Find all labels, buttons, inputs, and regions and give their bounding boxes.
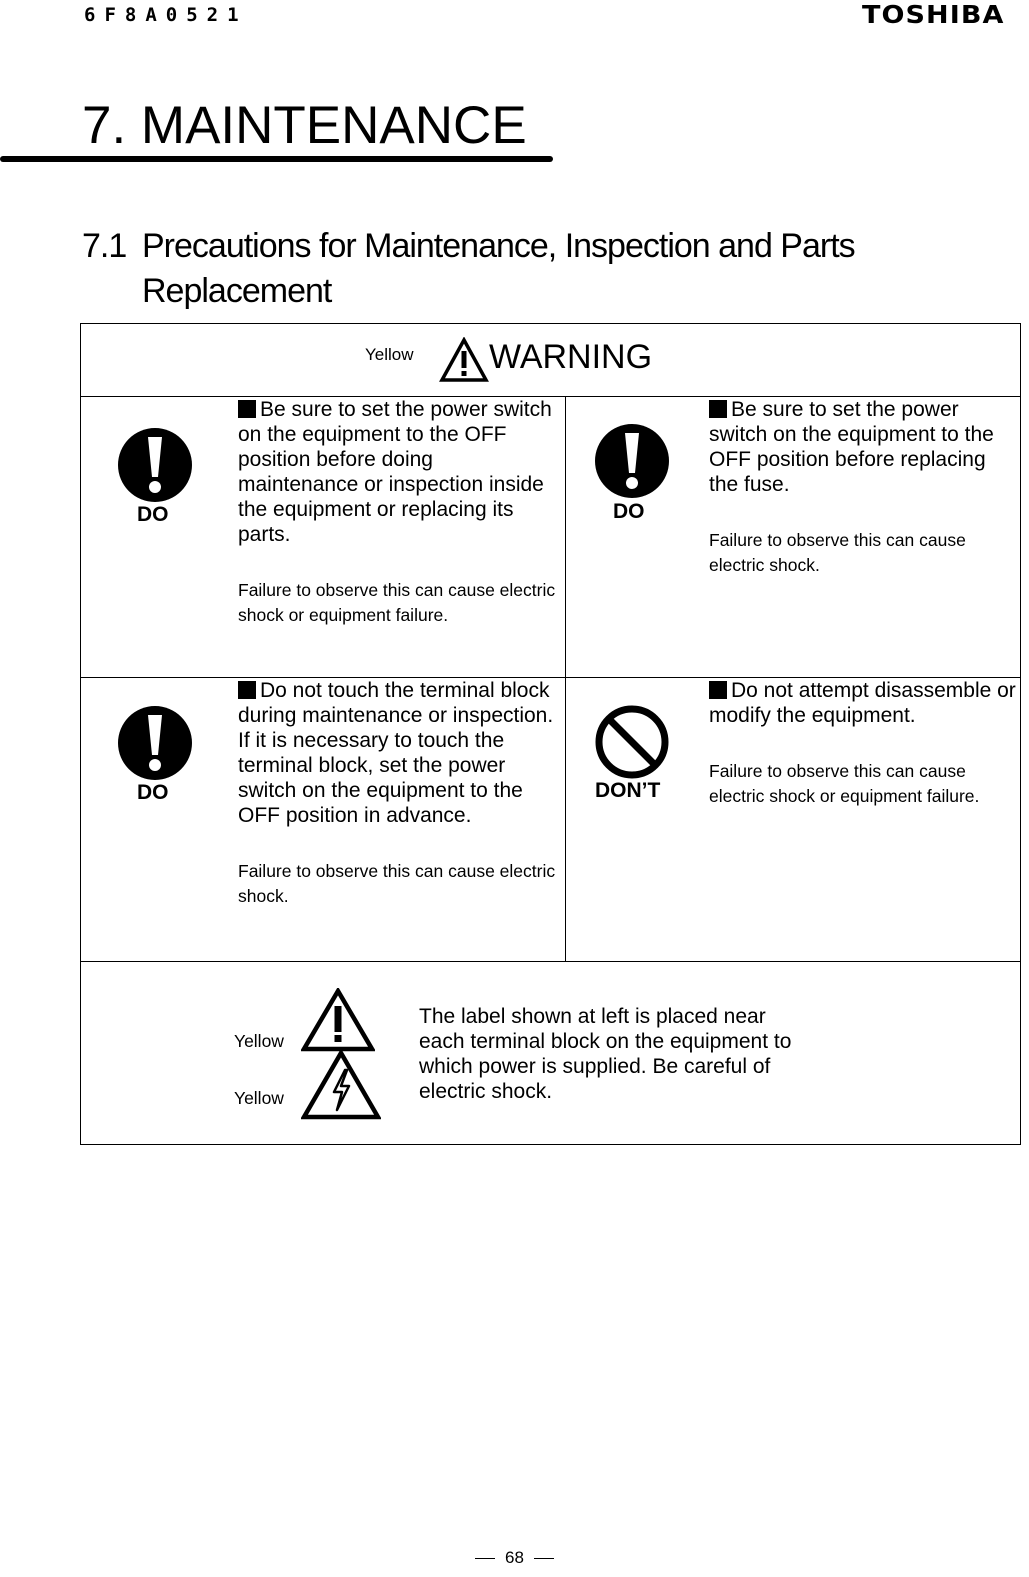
cell-main-text: Be sure to set the power switch on the equipment to the OFF position before doing maintenance or inspection inside the equipment or replacing its parts. [238, 398, 552, 546]
chapter-rule [0, 156, 553, 162]
symbol-label: DO [137, 781, 169, 804]
mandatory-action-icon [594, 423, 670, 499]
mandatory-action-icon [117, 705, 193, 781]
bullet-square-icon [709, 400, 727, 418]
warning-table [80, 323, 1021, 1145]
cell-note-text: Failure to observe this can cause electric shock. [709, 530, 966, 575]
cell-text-block [238, 397, 558, 628]
page-number [0, 1548, 1029, 1568]
warning-word: WARNING [489, 338, 653, 376]
electric-shock-icon [301, 1050, 381, 1120]
section-number: 7.1 [82, 227, 127, 265]
warning-cell-4 [566, 678, 1021, 962]
section-title-line1: Precautions for Maintenance, Inspection and Parts [142, 227, 855, 265]
label-description: The label shown at left is placed near each terminal block on the equipment to which power is supplied. Be careful of electric shock. [419, 1005, 792, 1103]
symbol-label: DON’T [595, 779, 661, 802]
warning-cell-2 [566, 397, 1021, 678]
section-title [82, 224, 855, 314]
label-info-row [81, 962, 1021, 1145]
section-title-line2: Replacement [142, 272, 332, 310]
brand-logo: TOSHIBA [862, 0, 1005, 29]
symbol-label: DO [137, 503, 169, 526]
header-color-note: Yellow [365, 345, 414, 364]
cell-text-block [709, 678, 1019, 809]
label-color-note-2: Yellow [234, 1088, 284, 1108]
bullet-square-icon [709, 681, 727, 699]
cell-main-text: Do not attempt disassemble or modify the equipment. [709, 679, 1016, 727]
warning-triangle-icon [439, 337, 489, 383]
cell-note-text: Failure to observe this can cause electric shock or equipment failure. [709, 761, 980, 806]
warning-cell-3 [81, 678, 566, 962]
cell-main-text: Do not touch the terminal block during maintenance or inspection. If it is necessary to touch the terminal block, set the power switch on the equipment to the OFF position in advance. [238, 679, 554, 827]
symbol-label: DO [613, 500, 645, 523]
bullet-square-icon [238, 681, 256, 699]
cell-text-block [238, 678, 560, 909]
page-number-value: 68 [505, 1548, 524, 1567]
cell-main-text: Be sure to set the power switch on the equipment to the OFF position before replacing the fuse. [709, 398, 994, 496]
cell-note-text: Failure to observe this can cause electric shock or equipment failure. [238, 580, 556, 625]
cell-note-text: Failure to observe this can cause electric shock. [238, 861, 556, 906]
label-color-note-1: Yellow [234, 1031, 284, 1051]
mandatory-action-icon [117, 427, 193, 503]
caution-triangle-icon [301, 988, 375, 1052]
chapter-title: 7. MAINTENANCE [82, 96, 527, 155]
bullet-square-icon [238, 400, 256, 418]
warning-header [81, 324, 1021, 397]
doc-id: 6F8A0521 [84, 4, 248, 26]
prohibition-icon [594, 704, 670, 780]
cell-text-block [709, 397, 1015, 578]
warning-cell-1 [81, 397, 566, 678]
